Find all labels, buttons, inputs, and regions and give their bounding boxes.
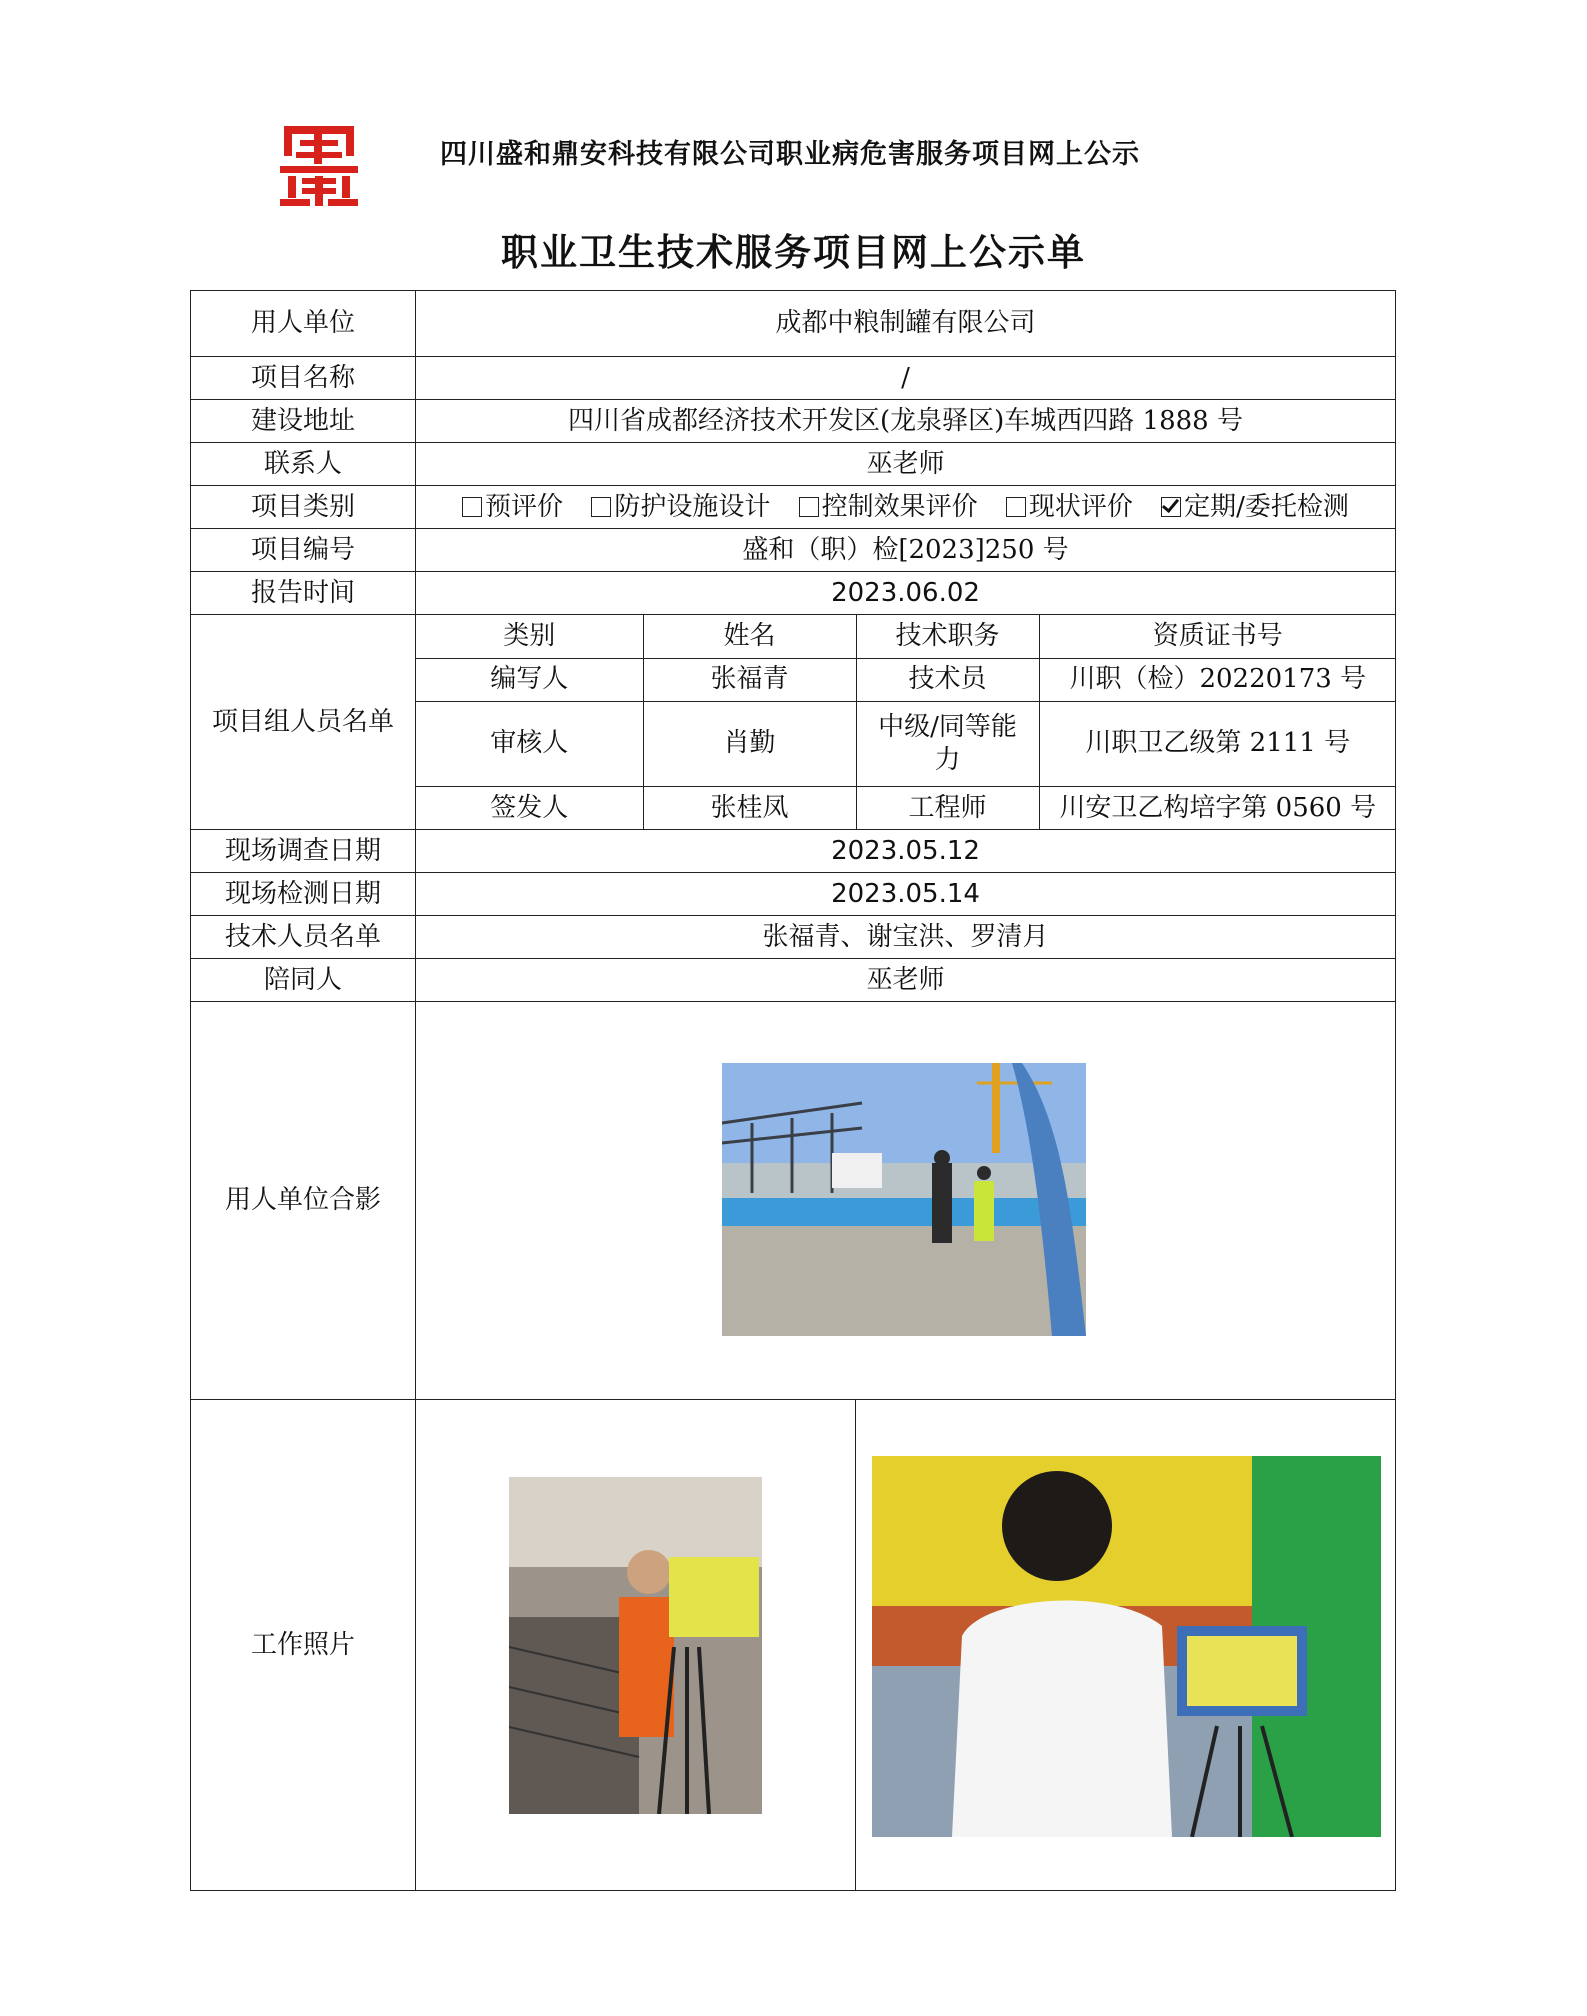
table-row: 签发人 张桂凤 工程师 川安卫乙构培字第 0560 号: [416, 786, 1396, 829]
label-project-no: 项目编号: [191, 529, 416, 572]
label-group-photo: 用人单位合影: [191, 1002, 416, 1400]
label-work-photos: 工作照片: [191, 1400, 416, 1891]
checkbox-icon[interactable]: [591, 497, 611, 517]
label-technicians: 技术人员名单: [191, 916, 416, 959]
value-test-date: 2023.05.14: [416, 873, 1396, 916]
value-companion: 巫老师: [416, 959, 1396, 1002]
value-contact: 巫老师: [416, 443, 1396, 486]
work-photos-grid: [416, 1400, 1396, 1890]
work-photo: [872, 1456, 1381, 1837]
label-address: 建设地址: [191, 400, 416, 443]
team-header: 技术职务: [856, 615, 1039, 658]
checkbox-icon[interactable]: [799, 497, 819, 517]
category-option: 控制效果评价: [799, 491, 978, 524]
label-companion: 陪同人: [191, 959, 416, 1002]
label-test-date: 现场检测日期: [191, 873, 416, 916]
table-row: 审核人 肖勤 中级/同等能力 川职卫乙级第 2111 号: [416, 701, 1396, 786]
value-employer: 成都中粮制罐有限公司: [416, 291, 1396, 357]
team-header: 姓名: [643, 615, 856, 658]
label-contact: 联系人: [191, 443, 416, 486]
category-option: 防护设施设计: [591, 491, 770, 524]
header: [280, 118, 1380, 218]
checkbox-icon[interactable]: [462, 497, 482, 517]
page-title: 职业卫生技术服务项目网上公示单: [501, 230, 1086, 274]
category-option: 定期/委托检测: [1161, 491, 1349, 524]
team-header: 资质证书号: [1039, 615, 1396, 658]
value-address: 四川省成都经济技术开发区(龙泉驿区)车城西四路 1888 号: [416, 400, 1396, 443]
checked-checkbox-icon[interactable]: [1161, 497, 1181, 517]
team-table: [416, 615, 1396, 829]
label-category: 项目类别: [191, 486, 416, 529]
label-report-date: 报告时间: [191, 572, 416, 615]
company-line: 四川盛和鼎安科技有限公司职业病危害服务项目网上公示: [440, 139, 1140, 170]
label-survey-date: 现场调查日期: [191, 830, 416, 873]
team-header: 类别: [416, 615, 643, 658]
label-project-name: 项目名称: [191, 357, 416, 400]
label-employer: 用人单位: [191, 291, 416, 357]
table-row: 编写人 张福青 技术员 川职（检）20220173 号: [416, 658, 1396, 701]
notice-table: [190, 290, 1396, 1891]
category-options: [416, 486, 1396, 529]
company-seal-logo: [280, 126, 358, 206]
value-project-no: 盛和（职）检[2023]250 号: [416, 529, 1396, 572]
category-option: 预评价: [462, 491, 563, 524]
category-option: 现状评价: [1006, 491, 1133, 524]
value-report-date: 2023.06.02: [416, 572, 1396, 615]
work-photo: [509, 1477, 762, 1814]
checkbox-icon[interactable]: [1006, 497, 1026, 517]
label-team: 项目组人员名单: [191, 615, 416, 830]
group-photo: [722, 1063, 1086, 1336]
value-technicians: 张福青、谢宝洪、罗清月: [416, 916, 1396, 959]
value-project-name: /: [416, 357, 1396, 400]
value-survey-date: 2023.05.12: [416, 830, 1396, 873]
